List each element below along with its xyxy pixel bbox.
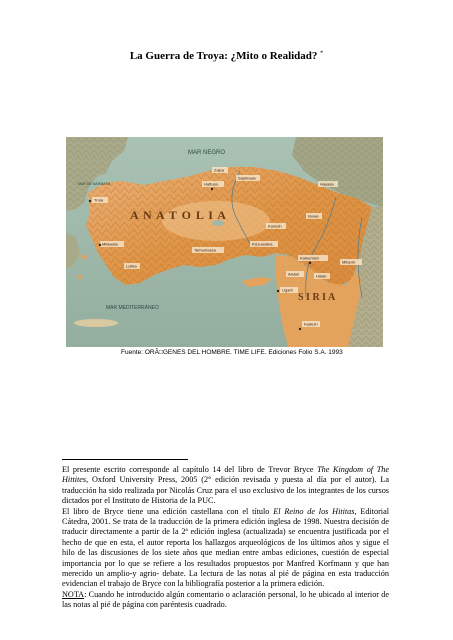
kanesh-label: Kanesh bbox=[268, 223, 282, 229]
tarhuntassa-label: Tarhuntassa bbox=[194, 247, 216, 253]
city-dot bbox=[309, 262, 311, 264]
anatolia-map bbox=[66, 137, 383, 347]
title-text: La Guerra de Troya: ¿Mito o Realidad? bbox=[129, 50, 318, 62]
footnote-paragraph-3 bbox=[62, 590, 389, 611]
footnote-text: , Oxford University Press, 2005 (2° edición revisada y puesta al día por el autor). La traducción ha sido realizada por Nicolás Cruz para el uso exclusivo de los integrantes de los cursos dictados por el Instituto de Historia de la PUC. bbox=[62, 475, 389, 506]
footnote-separator bbox=[62, 459, 188, 460]
city-dot bbox=[277, 290, 279, 292]
city-dot bbox=[299, 328, 301, 330]
kizzuwatna-label: Kizzuwatna bbox=[252, 241, 273, 247]
ugarit-label: Ugarit bbox=[282, 287, 293, 293]
city-dot bbox=[211, 188, 213, 190]
book-title: The Kingdom of The Hittites bbox=[62, 465, 389, 485]
hayasa-label: Hayasa bbox=[320, 181, 334, 187]
mediterranean-label: MAR MEDITERRÁNEO bbox=[106, 305, 159, 311]
crete-island bbox=[74, 319, 118, 327]
alalah-label: Alalah bbox=[288, 271, 300, 277]
mitanni-label: Mitanni bbox=[342, 259, 355, 265]
map-image bbox=[66, 137, 383, 347]
hattusa-label: Hattusa bbox=[204, 181, 218, 187]
map-caption: Fuente: ORÃ□GENES DEL HOMBRE. TIME LIFE. Ediciones Folio S.A. 1993 bbox=[121, 349, 343, 356]
isuwa-label: Isuwa bbox=[308, 213, 319, 219]
footnote-paragraph-1 bbox=[62, 465, 389, 507]
zalpa-label: Zalpa bbox=[214, 167, 225, 173]
black-sea-label: MAR NEGRO bbox=[188, 150, 226, 156]
footnote-text: : Cuando he introducido algún comentario o aclaración personal, lo he ubicado al interior de las notas al pié de página con paréntesis cuadrado. bbox=[62, 589, 389, 610]
title-footnote-mark: * bbox=[320, 50, 324, 57]
lukka-label: Lukka bbox=[126, 263, 137, 269]
footnote bbox=[62, 465, 389, 611]
island bbox=[82, 255, 87, 260]
halab-label: Halab bbox=[316, 273, 327, 279]
footnote-text: , Editorial Cátedra, 2001. Se trata de la traducción de la primera edición inglesa de 1998. Nuestra decisión de traducir directamente a partir de la 2ª edición inglesa (actualizada) se encuentra justificada por el hecho de que en esta, el autor reporta los hallazgos arqueológicos de los últimos años y sigue el hilo de las discusiones de los siete años que median entre ambas ediciones, cuestión de especial importancia por lo que se refiere a los resultados propuestos por Manfred Korfmann y que han merecido un amplio-y agrio- debate. La lectura de las notas al pié de página en esta traducción evidencian el trabajo de Bryce con la bibliografía posterior a la primera edición. bbox=[62, 506, 389, 589]
footnote-text: El presente escrito corresponde al capítulo 14 del libro de Trevor Bryce bbox=[62, 465, 318, 474]
footnote-text: El libro de Bryce tiene una edición castellana con el título bbox=[62, 506, 274, 516]
sapinuwa-label: Sapinuwa bbox=[238, 175, 256, 181]
island bbox=[78, 275, 82, 279]
marmara-label: MAR DE MÁRMARA bbox=[78, 182, 111, 186]
book-title: El Reino de los Hititas bbox=[273, 506, 355, 516]
siria-label: S I R I A bbox=[298, 292, 336, 303]
footnote-paragraph-2 bbox=[62, 507, 389, 590]
page-title bbox=[0, 50, 453, 62]
anatolia-label: A N A T O L I A bbox=[130, 208, 227, 222]
kadesh-label: Kadesh bbox=[304, 321, 318, 327]
karkemish-label: Karkemish bbox=[300, 255, 319, 261]
troia-label: Troia bbox=[94, 197, 103, 203]
city-dot bbox=[89, 200, 91, 202]
note-label: NOTA bbox=[62, 589, 85, 599]
city-dot bbox=[99, 244, 101, 246]
mileto-label: Milawata bbox=[102, 241, 118, 247]
